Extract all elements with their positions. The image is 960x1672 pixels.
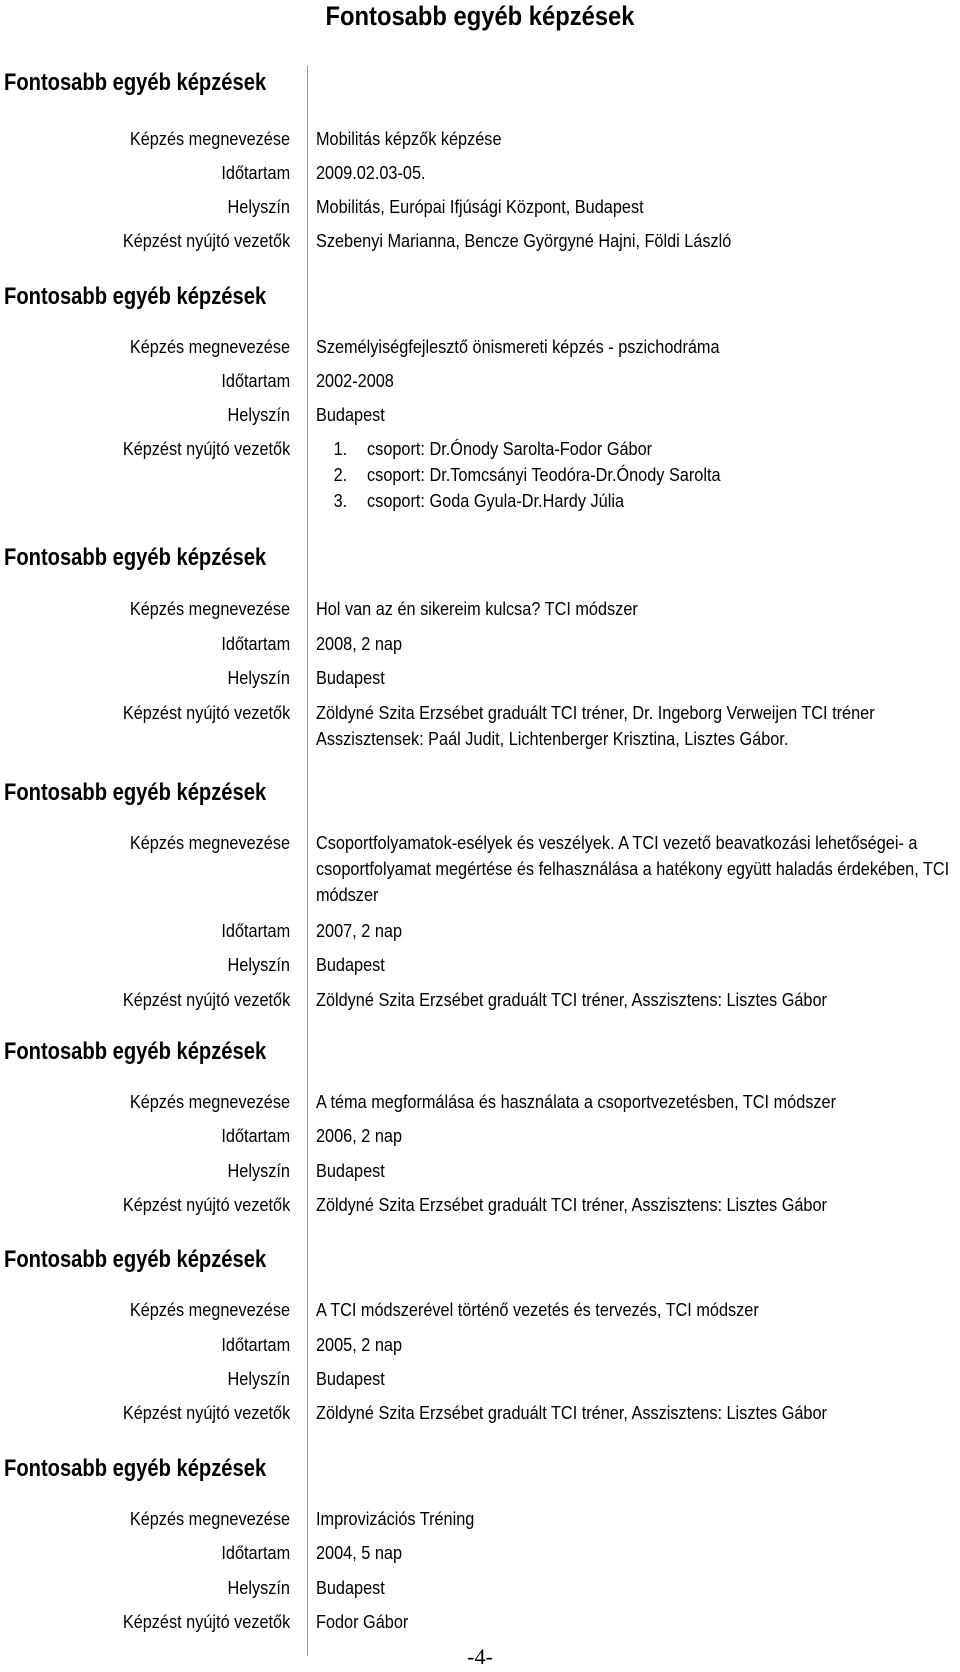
section-heading: Fontosabb egyéb képzések	[4, 69, 267, 96]
leaders-label: Képzést nyújtó vezetők	[122, 702, 290, 723]
training-name-value: Csoportfolyamatok-esélyek és veszélyek. A TCI vezető beavatkozási lehetőségei- a csoportfolyamat megértése és felhasználása a hatékony együtt haladás érdekében, TCI módszer	[316, 832, 950, 905]
duration-value: 2002-2008	[316, 370, 394, 391]
training-name-label: Képzés megnevezése	[129, 1091, 290, 1112]
section-heading: Fontosabb egyéb képzések	[4, 1246, 267, 1273]
leaders-value: Fodor Gábor	[316, 1611, 409, 1632]
section-heading: Fontosabb egyéb képzések	[4, 779, 267, 806]
training-name-label: Képzés megnevezése	[129, 1508, 290, 1529]
leaders-label: Képzést nyújtó vezetők	[122, 438, 290, 459]
training-name-value: Improvizációs Tréning	[316, 1508, 475, 1529]
duration-value: 2005, 2 nap	[316, 1334, 403, 1355]
training-name-label: Képzés megnevezése	[129, 598, 290, 619]
training-name-value: Mobilitás képzők képzése	[316, 128, 502, 149]
location-label: Helyszín	[227, 1577, 290, 1598]
duration-value: 2009.02.03-05.	[316, 162, 426, 183]
location-label: Helyszín	[227, 667, 290, 688]
duration-value: 2004, 5 nap	[316, 1542, 403, 1563]
leader-group-item: 2. csoport: Dr.Tomcsányi Teodóra-Dr.Ónody Sarolta	[333, 464, 721, 485]
leaders-label: Képzést nyújtó vezetők	[122, 230, 290, 251]
page-number: -4-	[467, 1644, 493, 1669]
location-value: Budapest	[316, 1160, 385, 1181]
column-divider	[307, 66, 308, 1656]
duration-label: Időtartam	[221, 370, 290, 391]
duration-label: Időtartam	[221, 920, 290, 941]
leaders-label: Képzést nyújtó vezetők	[122, 1611, 290, 1632]
leaders-label: Képzést nyújtó vezetők	[122, 1194, 290, 1215]
leaders-value: Zöldyné Szita Erzsébet graduált TCI tréner, Asszisztens: Lisztes Gábor	[316, 1402, 827, 1423]
location-label: Helyszín	[227, 954, 290, 975]
leader-groups-list	[316, 436, 776, 514]
leaders-value: Zöldyné Szita Erzsébet graduált TCI tréner, Dr. Ingeborg Verweijen TCI tréner Asszisztensek: Paál Judit, Lichtenberger Krisztina, Lisztes Gábor.	[316, 702, 875, 749]
location-value: Budapest	[316, 1577, 385, 1598]
location-label: Helyszín	[227, 1368, 290, 1389]
training-name-label: Képzés megnevezése	[129, 128, 290, 149]
location-label: Helyszín	[227, 1160, 290, 1181]
location-value: Mobilitás, Európai Ifjúsági Központ, Budapest	[316, 196, 644, 217]
duration-label: Időtartam	[221, 633, 290, 654]
duration-label: Időtartam	[221, 162, 290, 183]
section-heading: Fontosabb egyéb képzések	[4, 283, 267, 310]
location-label: Helyszín	[227, 404, 290, 425]
location-value: Budapest	[316, 404, 385, 425]
training-name-value: A téma megformálása és használata a csoportvezetésben, TCI módszer	[316, 1091, 837, 1112]
leaders-value: Zöldyné Szita Erzsébet graduált TCI tréner, Asszisztens: Lisztes Gábor	[316, 1194, 827, 1215]
page-title: Fontosabb egyéb képzések	[325, 1, 635, 31]
location-value: Budapest	[316, 667, 385, 688]
duration-value: 2007, 2 nap	[316, 920, 403, 941]
training-name-value: A TCI módszerével történő vezetés és tervezés, TCI módszer	[316, 1299, 759, 1320]
duration-label: Időtartam	[221, 1334, 290, 1355]
location-value: Budapest	[316, 1368, 385, 1389]
leader-group-item: 3. csoport: Goda Gyula-Dr.Hardy Júlia	[333, 490, 625, 511]
leaders-label: Képzést nyújtó vezetők	[122, 989, 290, 1010]
section-heading: Fontosabb egyéb képzések	[4, 1455, 267, 1482]
leaders-label: Képzést nyújtó vezetők	[122, 1402, 290, 1423]
location-value: Budapest	[316, 954, 385, 975]
leader-group-item: 1. csoport: Dr.Ónody Sarolta-Fodor Gábor	[333, 438, 653, 459]
duration-value: 2008, 2 nap	[316, 633, 403, 654]
duration-value: 2006, 2 nap	[316, 1125, 403, 1146]
training-name-value: Hol van az én sikereim kulcsa? TCI módszer	[316, 598, 638, 619]
training-name-label: Képzés megnevezése	[129, 1299, 290, 1320]
training-name-label: Képzés megnevezése	[129, 832, 290, 853]
training-name-value: Személyiségfejlesztő önismereti képzés - pszichodráma	[316, 336, 720, 357]
leaders-value: Zöldyné Szita Erzsébet graduált TCI tréner, Asszisztens: Lisztes Gábor	[316, 989, 827, 1010]
training-name-label: Képzés megnevezése	[129, 336, 290, 357]
duration-label: Időtartam	[221, 1125, 290, 1146]
section-heading: Fontosabb egyéb képzések	[4, 544, 267, 571]
location-label: Helyszín	[227, 196, 290, 217]
duration-label: Időtartam	[221, 1542, 290, 1563]
leaders-value: Szebenyi Marianna, Bencze Györgyné Hajni, Földi László	[316, 230, 732, 251]
section-heading: Fontosabb egyéb képzések	[4, 1038, 267, 1065]
